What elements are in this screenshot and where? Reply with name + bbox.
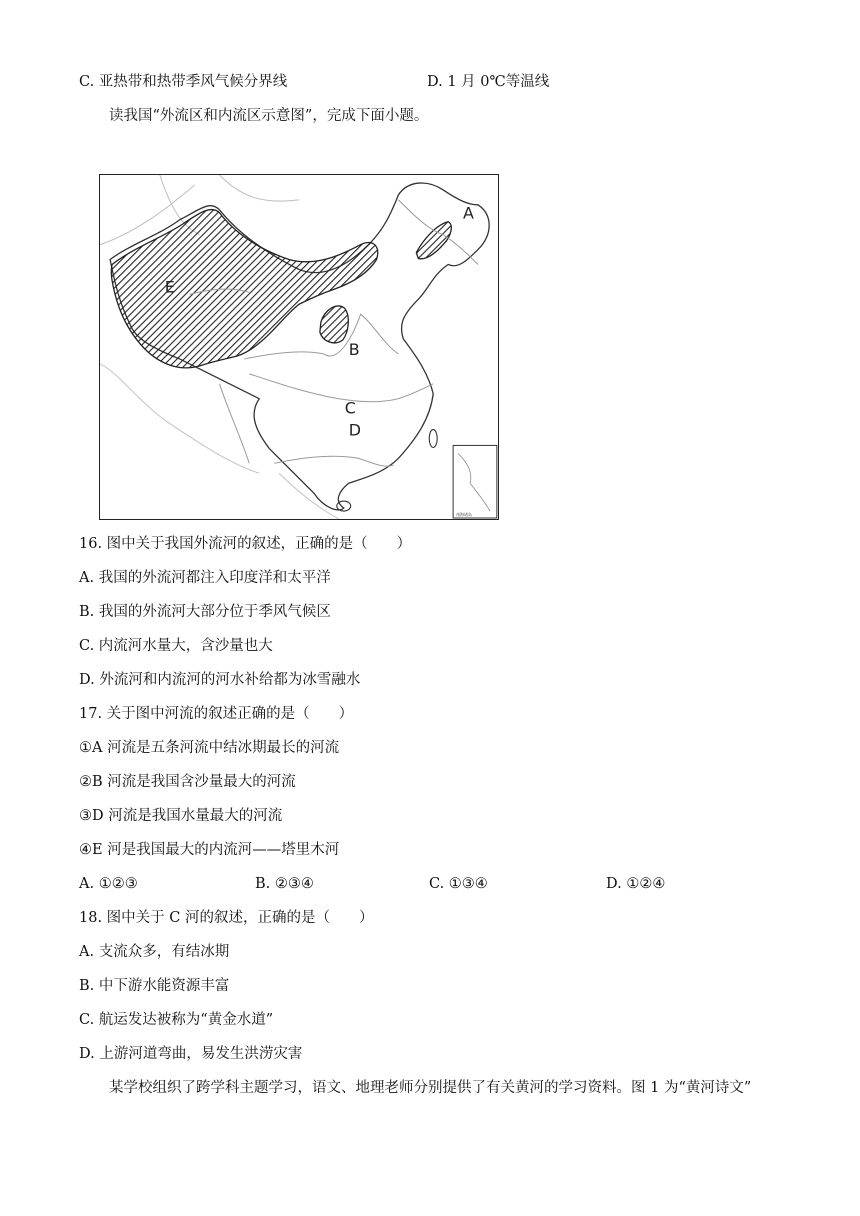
q18-option-a[interactable]: A. 支流众多，有结冰期 <box>79 944 230 960</box>
q17-stem: 17. 关于图中河流的叙述正确的是（ ） <box>79 706 354 722</box>
prev-option-d: D. 1 月 0℃等温线 <box>427 74 550 90</box>
q17-option-a[interactable]: A. ①②③ <box>79 876 138 892</box>
map-label-c: C <box>344 398 356 418</box>
river-southwest <box>219 384 249 464</box>
q17-statement-3: ③D 河流是我国水量最大的河流 <box>79 808 283 824</box>
map-intro: 读我国“外流区和内流区示意图”，完成下面小题。 <box>109 108 429 124</box>
q16-option-c[interactable]: C. 内流河水量大，含沙量也大 <box>79 638 273 654</box>
q18-stem: 18. 图中关于 C 河的叙述，正确的是（ ） <box>79 910 374 926</box>
q18-option-d[interactable]: D. 上游河道弯曲，易发生洪涝灾害 <box>79 1046 303 1062</box>
q17-option-d[interactable]: D. ①②④ <box>606 876 666 892</box>
prev-option-c: C. 亚热带和热带季风气候分界线 <box>79 74 288 90</box>
q17-statement-1: ①A 河流是五条河流中结冰期最长的河流 <box>79 740 340 756</box>
q16-option-d[interactable]: D. 外流河和内流河的河水补给都为冰雪融水 <box>79 672 361 688</box>
map-label-d: D <box>348 420 361 440</box>
q18-option-b[interactable]: B. 中下游水能资源丰富 <box>79 978 230 994</box>
q17-option-c[interactable]: C. ①③④ <box>429 876 488 892</box>
q17-statement-2: ②B 河流是我国含沙量最大的河流 <box>79 774 296 790</box>
q17-option-b[interactable]: B. ②③④ <box>255 876 314 892</box>
drainage-map-figure <box>99 174 499 520</box>
inset-caption: 南海诸岛 <box>456 512 472 518</box>
south-sea-inset <box>453 445 497 518</box>
next-intro: 某学校组织了跨学科主题学习，语文、地理老师分别提供了有关黄河的学习资料。图 1 为“黄河诗文” <box>109 1080 752 1096</box>
q16-option-a[interactable]: A. 我国的外流河都注入印度洋和太平洋 <box>79 570 331 586</box>
map-label-b: B <box>348 339 360 359</box>
hainan-island <box>337 501 351 511</box>
q16-option-b[interactable]: B. 我国的外流河大部分位于季风气候区 <box>79 604 331 620</box>
inland-drainage-area <box>111 210 377 368</box>
river-d-pearl <box>274 456 393 466</box>
inland-drainage-northeast <box>416 222 451 259</box>
neighbor-border-lines-south <box>100 364 339 519</box>
map-label-e: E <box>164 277 175 297</box>
q18-option-c[interactable]: C. 航运发达被称为“黄金水道” <box>79 1012 274 1028</box>
river-c-yangtze <box>249 374 433 402</box>
q16-stem: 16. 图中关于我国外流河的叙述，正确的是（ ） <box>79 536 412 552</box>
drainage-map <box>100 175 498 519</box>
q17-statement-4: ④E 河是我国最大的内流河——塔里木河 <box>79 842 340 858</box>
inland-drainage-ordos <box>320 306 348 343</box>
map-label-a: A <box>463 203 474 223</box>
taiwan-island <box>429 430 437 448</box>
